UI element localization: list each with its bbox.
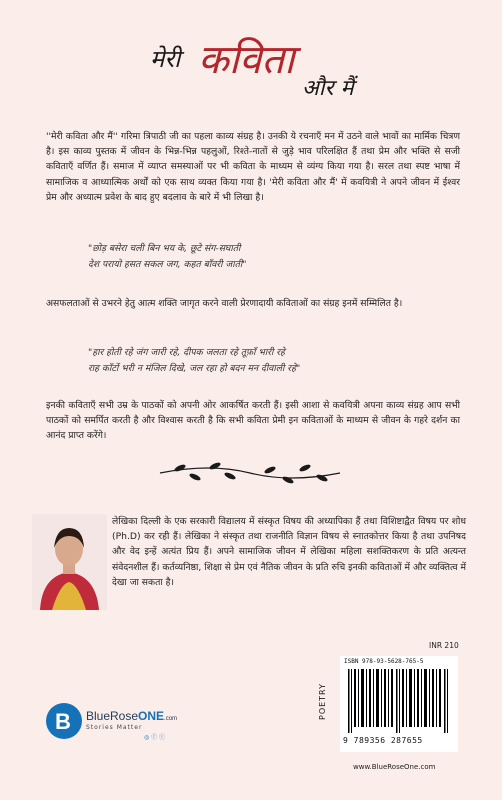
title-line-2: कविता <box>198 37 295 83</box>
publisher-logo <box>46 703 196 743</box>
quote-1-line-1: "छोड़ बसेरा चली बिन भय के, छूटे संग-सघाती <box>88 243 241 254</box>
description-paragraph-1: ''मेरी कविता और मैं'' गरिमा त्रिपाठी जी का पहला काव्य संग्रह है। उनकी ये रचनाएँ मन में उठने वाले भावों का मार्मिक चित्रण है। इस काव्य पुस्तक में जीवन के भिन्न-भिन्न पहलुओं, रिश्ते-नातों से जुड़े भाव परिलक्षित हैं तथा प्रेम और भक्ति से सजी कविताएँ वर्णित हैं। समाज में व्याप्त समस्याओं पर भी कविता के माध्यम से व्यंग्य किया गया है। सरल तथा स्पष्ट भाषा में सामाजिक व आध्यात्मिक अर्थों को एक साथ व्यक्त किया गया है। 'मेरी कविता और मैं' में कवयित्री ने अपने जीवन में ईश्वर प्रेम और अध्यात्म प्रवेश के बाद हुए बदलाव के बारे में भी लिखा है। <box>46 131 460 203</box>
author-photo <box>32 514 107 610</box>
price-label: INR 210 <box>429 641 459 650</box>
title-line-1: मेरी <box>150 45 181 73</box>
website-url: www.BlueRoseOne.com <box>353 763 436 771</box>
title-line-3: और मैं <box>302 76 354 101</box>
social-icons: ◎ ⓕ ⓣ <box>144 734 166 741</box>
publisher-name-part-1: BlueRose <box>86 709 139 723</box>
author-bio: लेखिका दिल्ली के एक सरकारी विद्यालय में संस्कृत विषय की अध्यापिका हैं तथा विशिष्टाद्वैत विषय पर शोध (Ph.D) कर रही हैं। लेखिका ने संस्कृत तथा राजनीति विज्ञान विषय से स्नातकोत्तर किया है तथा उपनिषद और वेद इन्हें अत्यंत प्रिय हैं। अपने सामाजिक जीवन में लेखिका महिला सशक्तिकरण के प्रति अत्यन्त संवेदनशील हैं। कर्तव्यनिष्ठा, शिक्षा से प्रेम एवं नैतिक जीवन के प्रति रुचि इनकी कविताओं में और व्यक्तित्व में देखा जा सकता है। <box>112 516 466 588</box>
quote-1 <box>88 241 448 273</box>
description-paragraph-3: इनकी कविताएँ सभी उम्र के पाठकों को अपनी ओर आकर्षित करती हैं। इसी आशा से कवयित्री अपना काव्य संग्रह आप सभी पाठकों को समर्पित करती है और विश्वास करती है कि सभी कविता प्रेमी इन कविताओं के माध्यम से जीवन के गहरे दर्शन का आनंद प्राप्त करेंगे। <box>46 400 460 442</box>
publisher-name <box>86 709 177 723</box>
cover-title <box>0 30 502 125</box>
publisher-tagline: Stories Matter <box>86 724 143 731</box>
barcode-icon <box>348 669 450 733</box>
isbn-text: ISBN 978-93-5628-765-5 <box>344 658 424 665</box>
publisher-logo-icon <box>46 703 82 739</box>
logo-letter: B <box>55 709 71 734</box>
description-paragraph-2: असफलताओं से उभरने हेतु आत्म शक्ति जागृत करने वाली प्रेरणादायी कविताओं का संग्रह इनमें सम्मिलित है। <box>46 298 403 309</box>
quote-2-line-1: "हार होती रहे जंग जारी रहे, दीपक जलता रहे तूफ़ाँ भारी रहे <box>88 347 285 358</box>
floral-divider-icon <box>150 458 350 488</box>
quote-2 <box>88 345 468 377</box>
publisher-name-suffix: .com <box>164 716 178 722</box>
quote-2-line-2: राह काँटों भरी न मंजिल दिखे, जल रहा हो बदन मन दीवाली रहे" <box>88 363 301 374</box>
barcode-number: 9 789356 287655 <box>343 736 423 745</box>
quote-1-line-2: देश परायो हसत सकल जग, कहत बाँवरी जाती" <box>88 259 247 270</box>
genre-label: POETRY <box>318 683 327 720</box>
barcode-panel <box>340 656 458 752</box>
publisher-name-part-2: ONE <box>138 709 165 723</box>
